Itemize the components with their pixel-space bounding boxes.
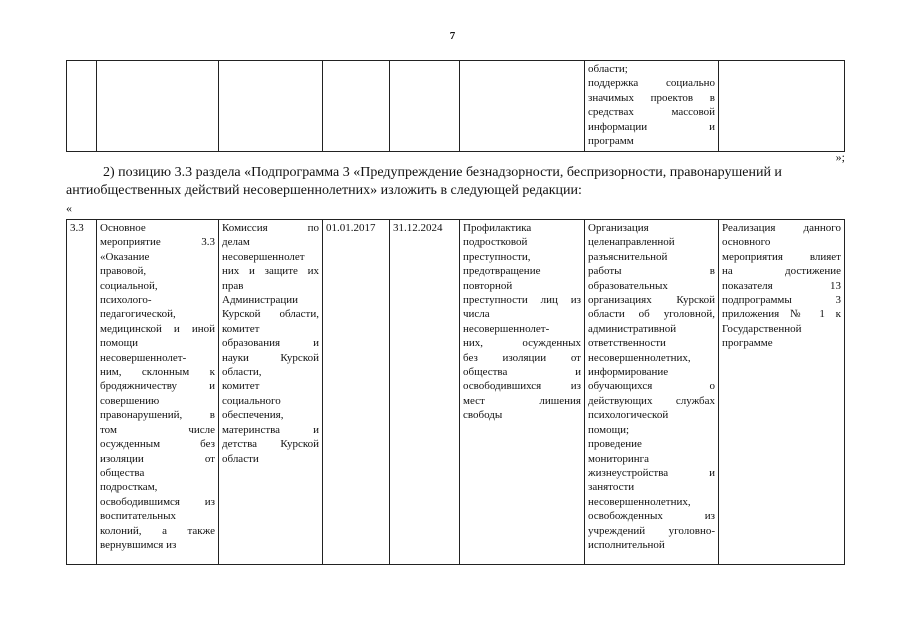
indicator-link-cell <box>719 220 845 565</box>
cell-line: освободившимся из <box>100 495 215 508</box>
cell-line: правонарушений, в <box>100 409 215 422</box>
end-date-cell: 31.12.2024 <box>390 220 460 565</box>
measure-name-cell <box>97 220 219 565</box>
cell-line: действующих службах <box>588 394 715 407</box>
cell-line: изоляции от <box>100 452 215 465</box>
cell-line: несовершеннолет- <box>463 322 550 335</box>
cell-line: показателя 13 <box>722 279 841 292</box>
cell-line: преступности лиц из <box>463 294 581 307</box>
cell-line: бродяжничеству и <box>100 380 215 393</box>
cell-line: подросткам, <box>100 481 158 494</box>
cell-line: мероприятия влияет <box>722 250 841 263</box>
cell-line: детства Курской <box>222 438 319 451</box>
cell-line: без изоляции от <box>463 351 581 364</box>
cell-line: организациях Курской <box>588 294 715 307</box>
cell-line: социального <box>222 394 281 407</box>
cell-line: образовательных <box>588 279 668 292</box>
cell-line: них и защите их <box>222 265 319 278</box>
top-cell-num <box>67 61 97 152</box>
cell-line: исполнительной <box>588 538 665 551</box>
main-directions-cell <box>585 220 719 565</box>
cell-line: предотвращение <box>463 265 541 278</box>
cell-line: образования и <box>222 337 319 350</box>
cell-line: воспитательных <box>100 510 177 523</box>
cell-line: психологической <box>588 409 669 422</box>
cell-line: на достижение <box>722 265 841 278</box>
cell-line: числа <box>463 308 490 321</box>
cell-line: общества и <box>463 366 581 379</box>
cell-line: жизнеустройства и <box>588 466 715 479</box>
cell-line: несовершеннолетних, <box>588 495 691 508</box>
executor-cell <box>219 220 323 565</box>
start-date-cell: 01.01.2017 <box>323 220 390 565</box>
cell-line: Основное <box>100 222 146 234</box>
cell-line: подростковой <box>463 236 528 249</box>
cell-line: мониторинга <box>588 452 650 465</box>
top-cell-3 <box>323 61 390 152</box>
cell-line: обучающихся о <box>588 380 715 393</box>
cell-line: психолого- <box>100 294 152 307</box>
cell-line: проведение <box>588 438 642 451</box>
cell-line: учреждений уголовно- <box>588 524 715 537</box>
cell-line: Государственной <box>722 322 802 335</box>
cell-line: Реализация данного <box>722 222 841 234</box>
cell-line: области <box>222 452 259 465</box>
cell-line: мероприятие 3.3 <box>100 236 215 249</box>
cell-line: педагогической, <box>100 308 176 321</box>
cell-line: медицинской и иной <box>100 322 215 335</box>
cell-line: вернувшимся из <box>100 538 177 551</box>
cell-line: подпрограммы 3 <box>722 294 841 307</box>
cell-line: том числе <box>100 423 215 436</box>
cell-line: комитет <box>222 380 260 393</box>
top-cell-4 <box>390 61 460 152</box>
cell-line: программ <box>588 135 634 148</box>
cell-line: средствах массовой <box>588 106 715 119</box>
cell-line: Организация <box>588 222 649 234</box>
table-row <box>67 220 845 565</box>
top-cell-7 <box>719 61 845 152</box>
cell-line: ответственности <box>588 337 666 350</box>
cell-line: материнства и <box>222 423 319 436</box>
cell-line: социальной, <box>100 279 158 292</box>
top-table-fragment <box>66 60 845 152</box>
cell-line: несовершеннолет- <box>100 351 187 364</box>
closing-quote: »; <box>835 150 845 164</box>
cell-line: информирование <box>588 366 669 379</box>
cell-line: основного <box>722 236 771 249</box>
cell-line: повторной <box>463 279 513 292</box>
top-cell-1 <box>97 61 219 152</box>
cell-line: колоний, а также <box>100 524 215 537</box>
cell-line: науки Курской <box>222 351 319 364</box>
cell-line: несовершеннолетних, <box>588 351 691 364</box>
cell-line: преступности, <box>463 250 531 263</box>
cell-line: Комиссия по <box>222 222 319 234</box>
cell-line: программе <box>722 337 773 350</box>
cell-line: правовой, <box>100 265 147 278</box>
cell-line: информации и <box>588 120 715 133</box>
cell-line: занятости <box>588 481 635 494</box>
top-cell-5 <box>460 61 585 152</box>
cell-line: Администрации <box>222 294 299 307</box>
cell-line: прав <box>222 279 244 292</box>
cell-line: Курской области, <box>222 308 319 321</box>
cell-line: мест лишения <box>463 394 581 407</box>
cell-line: помощи <box>100 337 138 350</box>
cell-line: области об уголовной, <box>588 308 715 321</box>
cell-line: приложения № 1 к <box>722 308 841 321</box>
instruction-paragraph: 2) позицию 3.3 раздела «Подпрограмма 3 «Предупреждение безнадзорности, беспризорности, правонарушений и антиобщественных действий несовершеннолетних» изложить в следующей редакции: <box>66 165 782 198</box>
cell-line: поддержка социально <box>588 77 715 90</box>
cell-line: освобожденных из <box>588 510 715 523</box>
row-number: 3.3 <box>67 220 97 565</box>
top-cell-6 <box>585 61 719 152</box>
opening-quote: « <box>66 201 72 215</box>
cell-line: помощи; <box>588 423 630 436</box>
cell-line: них, осужденных <box>463 337 581 350</box>
cell-line: «Оказание <box>100 250 150 263</box>
position-3-3-table <box>66 219 845 565</box>
cell-line: свободы <box>463 409 503 422</box>
top-cell-2 <box>219 61 323 152</box>
cell-line: целенаправленной <box>588 236 675 249</box>
cell-line: общества <box>100 466 145 479</box>
cell-line: обеспечения, <box>222 409 284 422</box>
cell-line: несовершеннолет <box>222 250 305 263</box>
cell-line: области, <box>222 366 262 379</box>
cell-line: Профилактика <box>463 222 532 234</box>
cell-line: осужденным без <box>100 438 215 451</box>
cell-line: значимых проектов в <box>588 91 715 104</box>
cell-line: разъяснительной <box>588 250 668 263</box>
cell-line: ним, склонным к <box>100 366 215 379</box>
cell-line: работы в <box>588 265 715 278</box>
cell-line: области; <box>588 63 628 75</box>
cell-line: делам <box>222 236 250 249</box>
page-number: 7 <box>449 30 456 42</box>
cell-line: совершению <box>100 394 160 407</box>
cell-line: административной <box>588 322 677 335</box>
cell-line: освободившихся из <box>463 380 581 393</box>
cell-line: комитет <box>222 322 260 335</box>
expected-result-cell <box>460 220 585 565</box>
